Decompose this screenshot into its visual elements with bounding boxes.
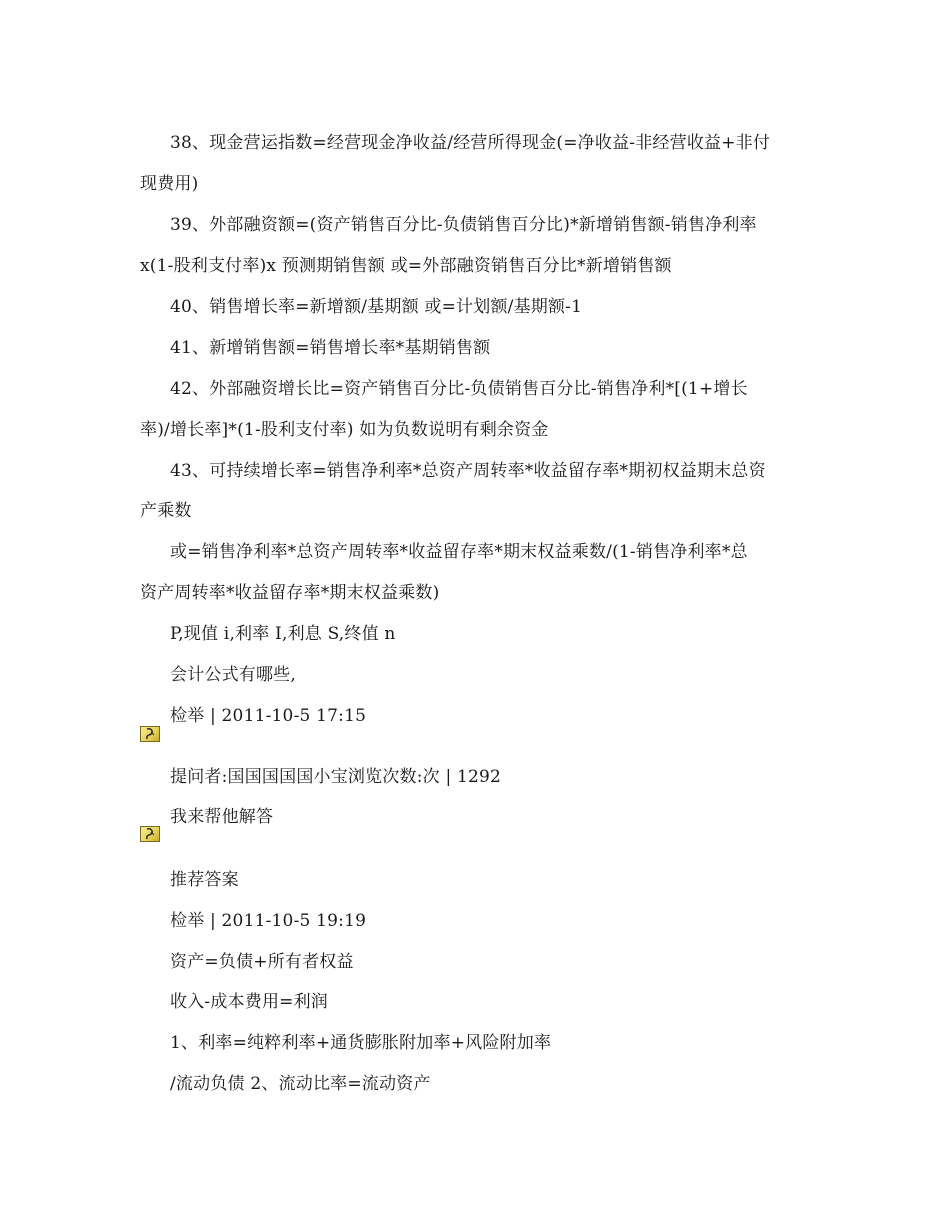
text-line: 1、利率=纯粹利率+通货膨胀附加率+风险附加率 [170,1033,552,1053]
report-timestamp-line: 检举 | 2011-10-5 19:19 [170,911,367,931]
text-line: 资产=负债+所有者权益 [170,952,354,972]
text-line: 38、现金营运指数=经营现金净收益/经营所得现金(=净收益-非经营收益+非付 [170,133,771,153]
report-timestamp-line: 检举 | 2011-10-5 17:15 [170,706,367,726]
text-line: 41、新增销售额=销售增长率*基期销售额 [170,338,491,358]
text-line: /流动负债 2、流动比率=流动资产 [170,1074,431,1094]
recommended-answer-heading: 推荐答案 [170,870,239,890]
text-line: 资产周转率*收益留存率*期末权益乘数) [140,583,440,603]
answer-link: 我来帮他解答 [170,807,274,827]
text-line: 40、销售增长率=新增额/基期额 或=计划额/基期额-1 [170,297,583,317]
text-line: 产乘数 [140,501,192,521]
text-line: P,现值 i,利率 I,利息 S,终值 n [170,624,396,644]
broken-image-icon [140,826,160,842]
text-line: 或=销售净利率*总资产周转率*收益留存率*期末权益乘数/(1-销售净利率*总 [170,542,748,562]
text-line: 收入-成本费用=利润 [170,992,328,1012]
asker-info-line: 提问者:国国国国国小宝浏览次数:次 | 1292 [170,767,502,787]
text-line: x(1-股利支付率)x 预测期销售额 或=外部融资销售百分比*新增销售额 [140,256,672,276]
text-line: 42、外部融资增长比=资产销售百分比-负债销售百分比-销售净利*[(1+增长 [170,379,748,399]
broken-image-icon [140,726,160,742]
text-line: 43、可持续增长率=销售净利率*总资产周转率*收益留存率*期初权益期末总资 [170,461,766,481]
text-line: 会计公式有哪些, [170,665,297,685]
text-line: 现费用) [140,174,199,194]
text-line: 率)/增长率]*(1-股利支付率) 如为负数说明有剩余资金 [140,420,549,440]
text-line: 39、外部融资额=(资产销售百分比-负债销售百分比)*新增销售额-销售净利率 [170,215,757,235]
